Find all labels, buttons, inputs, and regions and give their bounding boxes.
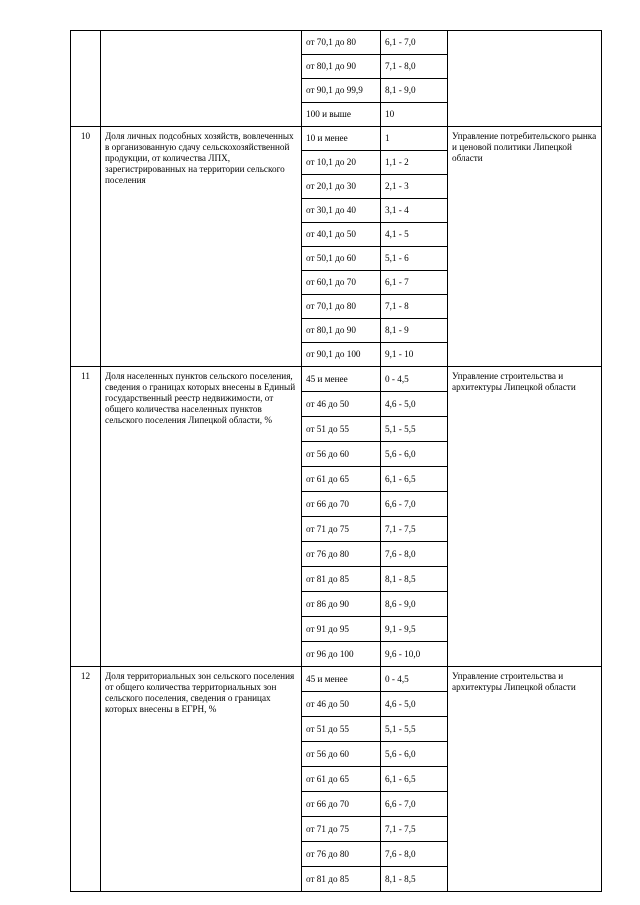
range-cell: от 51 до 55: [302, 417, 381, 442]
range-cell: от 71 до 75: [302, 817, 381, 842]
score-cell: 8,1 - 9,0: [381, 79, 448, 103]
score-cell: 7,1 - 7,5: [381, 517, 448, 542]
score-cell: 7,1 - 8: [381, 295, 448, 319]
range-cell: от 71 до 75: [302, 517, 381, 542]
range-cell: от 40,1 до 50: [302, 223, 381, 247]
range-cell: 100 и выше: [302, 103, 381, 127]
range-cell: от 20,1 до 30: [302, 175, 381, 199]
responsible-organization: Управление строительства и архитектуры Липецкой области: [448, 367, 602, 667]
score-cell: 6,1 - 7: [381, 271, 448, 295]
score-cell: 5,1 - 5,5: [381, 417, 448, 442]
range-cell: от 90,1 до 100: [302, 343, 381, 367]
score-cell: 9,1 - 10: [381, 343, 448, 367]
score-cell: 6,1 - 6,5: [381, 467, 448, 492]
range-cell: от 46 до 50: [302, 692, 381, 717]
range-cell: от 81 до 85: [302, 567, 381, 592]
score-cell: 7,1 - 7,5: [381, 817, 448, 842]
range-cell: от 56 до 60: [302, 742, 381, 767]
indicators-table: [70, 30, 602, 892]
score-cell: 6,1 - 6,5: [381, 767, 448, 792]
range-cell: от 50,1 до 60: [302, 247, 381, 271]
score-cell: 0 - 4,5: [381, 667, 448, 692]
score-cell: 6,1 - 7,0: [381, 31, 448, 55]
indicator-description: Доля территориальных зон сельского поселения от общего количества территориальных зон сельского поселения, сведения о границах которых внесены в ЕГРН, %: [101, 667, 302, 892]
indicator-description: Доля населенных пунктов сельского поселения, сведения о границах которых внесены в Единый государственный реестр недвижимости, от общего количества населенных пунктов сельского поселения Липецкой области, %: [101, 367, 302, 667]
range-cell: от 60,1 до 70: [302, 271, 381, 295]
range-cell: от 70,1 до 80: [302, 31, 381, 55]
score-cell: 4,6 - 5,0: [381, 692, 448, 717]
score-cell: 10: [381, 103, 448, 127]
range-cell: от 61 до 65: [302, 467, 381, 492]
range-cell: 45 и менее: [302, 667, 381, 692]
score-cell: 8,1 - 9: [381, 319, 448, 343]
indicator-description: [101, 31, 302, 127]
range-cell: от 46 до 50: [302, 392, 381, 417]
range-cell: от 66 до 70: [302, 792, 381, 817]
range-cell: 10 и менее: [302, 127, 381, 151]
score-cell: 4,1 - 5: [381, 223, 448, 247]
score-cell: 8,6 - 9,0: [381, 592, 448, 617]
range-cell: от 10,1 до 20: [302, 151, 381, 175]
range-cell: от 66 до 70: [302, 492, 381, 517]
score-cell: 1: [381, 127, 448, 151]
range-cell: от 76 до 80: [302, 542, 381, 567]
range-cell: от 91 до 95: [302, 617, 381, 642]
range-cell: от 86 до 90: [302, 592, 381, 617]
score-cell: 7,6 - 8,0: [381, 842, 448, 867]
responsible-organization: Управление строительства и архитектуры Липецкой области: [448, 667, 602, 892]
range-cell: от 56 до 60: [302, 442, 381, 467]
score-cell: 8,1 - 8,5: [381, 867, 448, 892]
indicator-number: [71, 31, 101, 127]
table-row: [71, 367, 602, 392]
score-cell: 3,1 - 4: [381, 199, 448, 223]
score-cell: 7,6 - 8,0: [381, 542, 448, 567]
table-row: [71, 31, 602, 55]
range-cell: от 76 до 80: [302, 842, 381, 867]
indicator-number: 11: [71, 367, 101, 667]
score-cell: 5,1 - 5,5: [381, 717, 448, 742]
responsible-organization: [448, 31, 602, 127]
range-cell: от 80,1 до 90: [302, 55, 381, 79]
score-cell: 0 - 4,5: [381, 367, 448, 392]
score-cell: 7,1 - 8,0: [381, 55, 448, 79]
range-cell: от 81 до 85: [302, 867, 381, 892]
range-cell: от 70,1 до 80: [302, 295, 381, 319]
score-cell: 9,1 - 9,5: [381, 617, 448, 642]
score-cell: 6,6 - 7,0: [381, 792, 448, 817]
score-cell: 1,1 - 2: [381, 151, 448, 175]
indicator-description: Доля личных подсобных хозяйств, вовлеченных в организованную сдачу сельскохозяйственной продукции, от количества ЛПХ, зарегистрированных на территории сельского поселения: [101, 127, 302, 367]
range-cell: от 80,1 до 90: [302, 319, 381, 343]
range-cell: от 96 до 100: [302, 642, 381, 667]
score-cell: 9,6 - 10,0: [381, 642, 448, 667]
score-cell: 5,6 - 6,0: [381, 442, 448, 467]
table-row: [71, 127, 602, 151]
range-cell: 45 и менее: [302, 367, 381, 392]
score-cell: 6,6 - 7,0: [381, 492, 448, 517]
range-cell: от 30,1 до 40: [302, 199, 381, 223]
score-cell: 5,1 - 6: [381, 247, 448, 271]
score-cell: 5,6 - 6,0: [381, 742, 448, 767]
responsible-organization: Управление потребительского рынка и ценовой политики Липецкой области: [448, 127, 602, 367]
range-cell: от 90,1 до 99,9: [302, 79, 381, 103]
range-cell: от 61 до 65: [302, 767, 381, 792]
indicator-number: 12: [71, 667, 101, 892]
score-cell: 2,1 - 3: [381, 175, 448, 199]
table-row: [71, 667, 602, 692]
score-cell: 4,6 - 5,0: [381, 392, 448, 417]
score-cell: 8,1 - 8,5: [381, 567, 448, 592]
range-cell: от 51 до 55: [302, 717, 381, 742]
indicators-table-body: [71, 31, 602, 892]
indicator-number: 10: [71, 127, 101, 367]
